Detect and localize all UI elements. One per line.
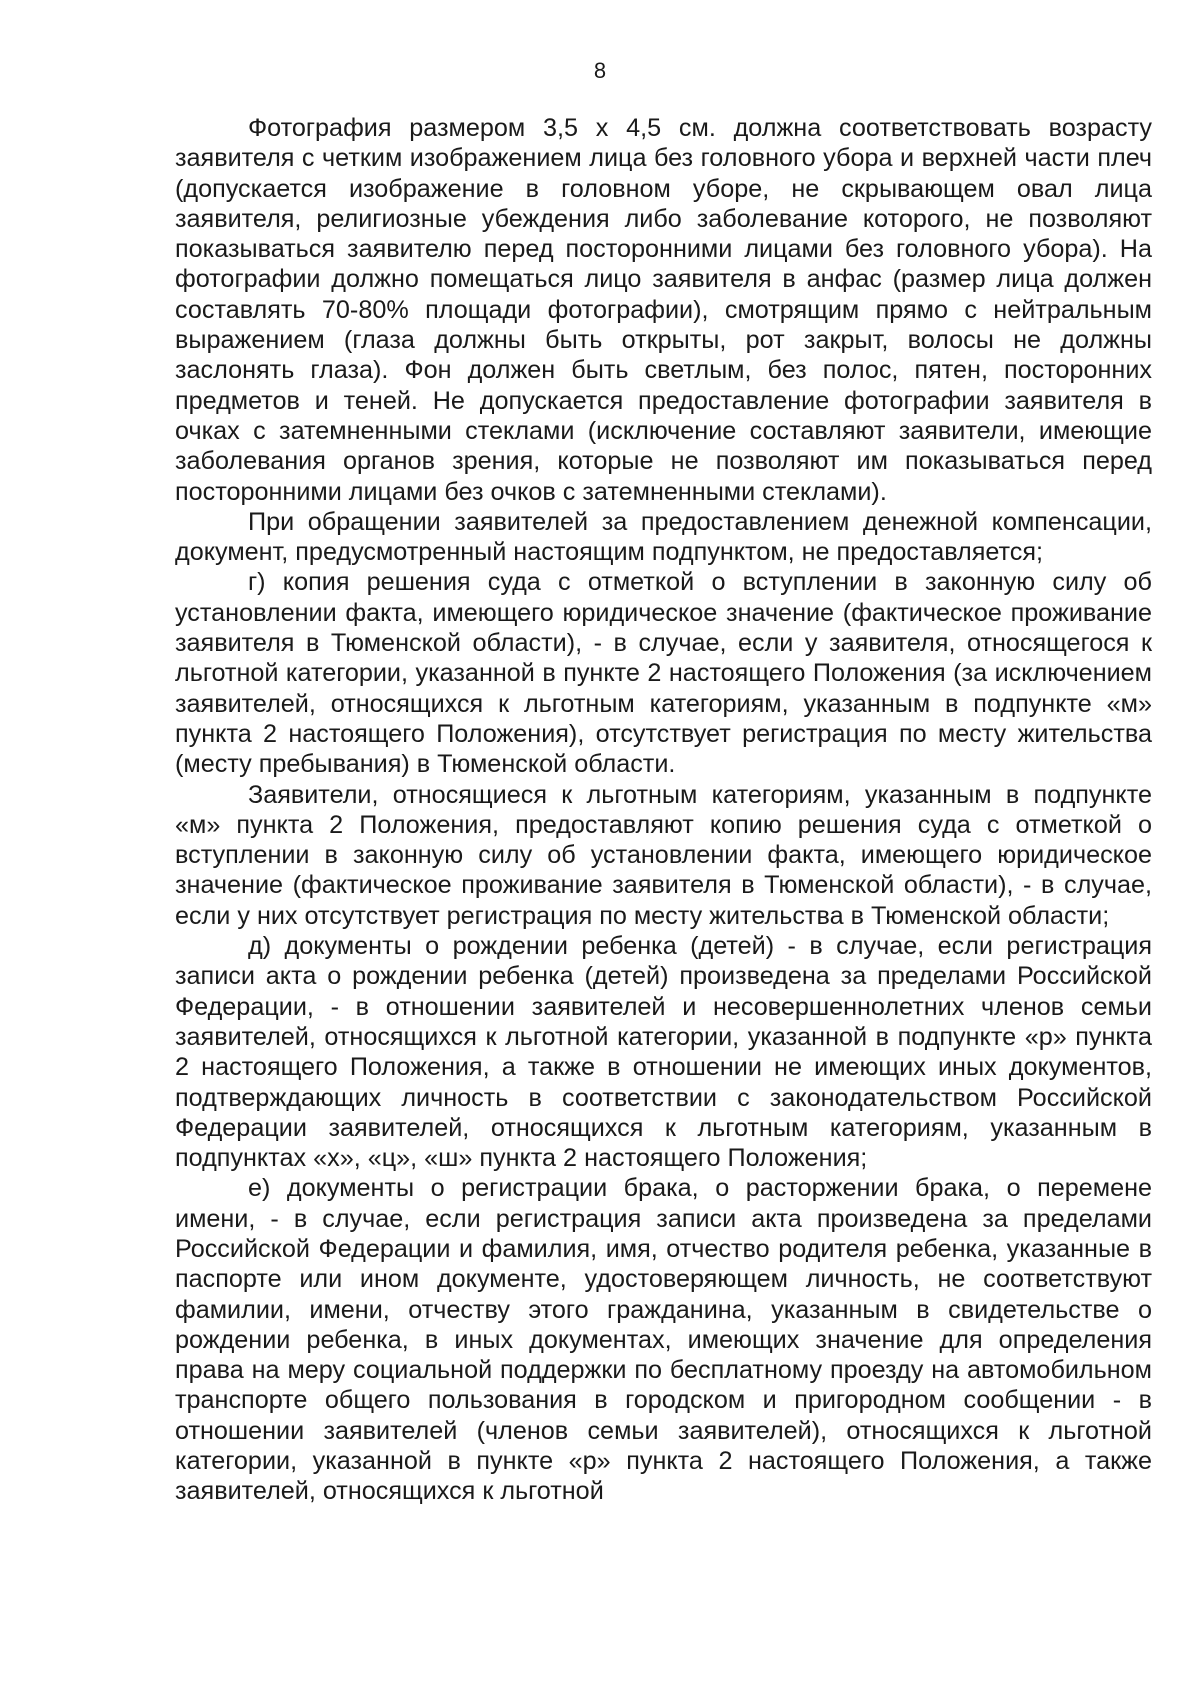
paragraph-compensation: При обращении заявителей за предоставлением денежной компенсации, документ, предусмотренный настоящим подпунктом, не предоставляется; [175, 507, 1152, 567]
page-number: 8 [593, 58, 607, 83]
paragraph-item-e: е) документы о регистрации брака, о расторжении брака, о перемене имени, - в случае, если регистрация записи акта произведена за пределами Российской Федерации и фамилия, имя, отчество родителя ребенка, указанные в паспорте или ином документе, удостоверяющем личность, не соответствуют фамилии, имени, отчеству этого гражданина, указанным в свидетельстве о рождении ребенка, в иных документах, имеющих значение для определения права на меру социальной поддержки по бесплатному проезду на автомобильном транспорте общего пользования в городском и пригородном сообщении - в отношении заявителей (членов семьи заявителей), относящихся к льготной категории, указанной в пункте «р» пункта 2 настоящего Положения, а также заявителей, относящихся к льготной [175, 1174, 1152, 1506]
paragraph-item-g: г) копия решения суда с отметкой о вступлении в законную силу об установлении факта, имеющего юридическое значение (фактическое проживание заявителя в Тюменской области), - в случае, если у заявителя, относящегося к льготной категории, указанной в пункте 2 настоящего Положения (за исключением заявителей, относящихся к льготным категориям, указанным в подпункте «м» пункта 2 настоящего Положения), отсутствует регистрация по месту жительства (месту пребывания) в Тюменской области. [175, 568, 1152, 779]
document-body [175, 113, 1152, 1507]
paragraph-item-d: д) документы о рождении ребенка (детей) - в случае, если регистрация записи акта о рождении ребенка (детей) произведена за пределами Российской Федерации, - в отношении заявителей и несовершеннолетних членов семьи заявителей, относящихся к льготной категории, указанной в подпункте «р» пункта 2 настоящего Положения, а также в отношении не имеющих иных документов, подтверждающих личность в соответствии с законодательством Российской Федерации заявителей, относящихся к льготным категориям, указанным в подпунктах «х», «ц», «ш» пункта 2 настоящего Положения; [175, 932, 1152, 1173]
paragraph-item-g-applicants: Заявители, относящиеся к льготным категориям, указанным в подпункте «м» пункта 2 Положения, предоставляют копию решения суда с отметкой о вступлении в законную силу об установлении факта, имеющего юридическое значение (фактическое проживание заявителя в Тюменской области), - в случае, если у них отсутствует регистрация по месту жительства в Тюменской области; [175, 780, 1152, 930]
paragraph-photo-requirements: Фотография размером 3,5 х 4,5 см. должна соответствовать возрасту заявителя с четким изображением лица без головного убора и верхней части плеч (допускается изображение в головном уборе, не скрывающем овал лица заявителя, религиозные убеждения либо заболевание которого, не позволяют показываться заявителю перед посторонними лицами без головного убора). На фотографии должно помещаться лицо заявителя в анфас (размер лица должен составлять 70-80% площади фотографии), смотрящим прямо с нейтральным выражением (глаза должны быть открыты, рот закрыт, волосы не должны заслонять глаза). Фон должен быть светлым, без полос, пятен, посторонних предметов и теней. Не допускается предоставление фотографии заявителя в очках с затемненными стеклами (исключение составляют заявители, имеющие заболевания органов зрения, которые не позволяют им показываться перед посторонними лицами без очков с затемненными стеклами). [175, 114, 1152, 506]
